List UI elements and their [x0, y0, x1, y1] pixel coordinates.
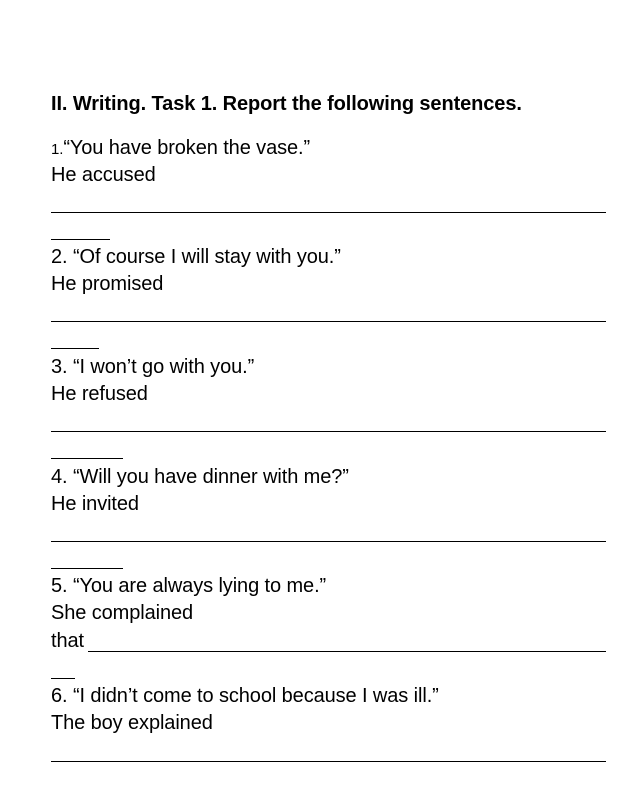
- item-2-answer-line[interactable]: [51, 321, 606, 322]
- item-6-number: 6.: [51, 685, 68, 707]
- item-4-quote: “Will you have dinner with me?”: [67, 466, 349, 488]
- item-4-number: 4.: [51, 466, 68, 488]
- item-5-sentence: [51, 575, 326, 598]
- item-5-number: 5.: [51, 575, 68, 597]
- item-6-prompt: The boy explained: [51, 712, 213, 734]
- item-3-answer-line-continued[interactable]: [51, 458, 123, 459]
- item-2-prompt: He promised: [51, 273, 164, 295]
- item-3-number: 3.: [51, 356, 68, 378]
- item-3-answer-line[interactable]: [51, 431, 606, 432]
- item-6-answer-line[interactable]: [51, 761, 606, 762]
- item-1-prompt: He accused: [51, 164, 156, 186]
- item-4-answer-line[interactable]: [51, 541, 606, 542]
- item-1-answer-line-continued[interactable]: [51, 239, 110, 240]
- item-2-quote: “Of course I will stay with you.”: [67, 246, 341, 268]
- item-6-sentence: [51, 685, 439, 708]
- item-4-answer-line-continued[interactable]: [51, 568, 123, 569]
- task-heading: II. Writing. Task 1. Report the following sentences.: [51, 93, 522, 115]
- item-6-quote: “I didn’t come to school because I was ill.”: [67, 685, 439, 707]
- item-4-prompt: He invited: [51, 493, 139, 515]
- item-1-quote: “You have broken the vase.”: [63, 137, 311, 159]
- item-5-prompt-continuation: that: [51, 630, 84, 652]
- item-2-number: 2.: [51, 246, 68, 268]
- item-2-answer-line-continued[interactable]: [51, 348, 99, 349]
- item-3-prompt: He refused: [51, 383, 148, 405]
- item-5-answer-line-continued[interactable]: [51, 678, 75, 679]
- item-5-quote: “You are always lying to me.”: [67, 575, 327, 597]
- item-4-sentence: [51, 466, 349, 489]
- item-3-quote: “I won’t go with you.”: [67, 356, 255, 378]
- item-2-sentence: [51, 246, 341, 269]
- item-1-number: 1.: [51, 141, 64, 158]
- item-5-answer-line[interactable]: [88, 651, 606, 652]
- item-1-answer-line[interactable]: [51, 212, 606, 213]
- item-1-sentence: [51, 137, 310, 160]
- item-5-prompt: She complained: [51, 602, 194, 624]
- item-3-sentence: [51, 356, 254, 379]
